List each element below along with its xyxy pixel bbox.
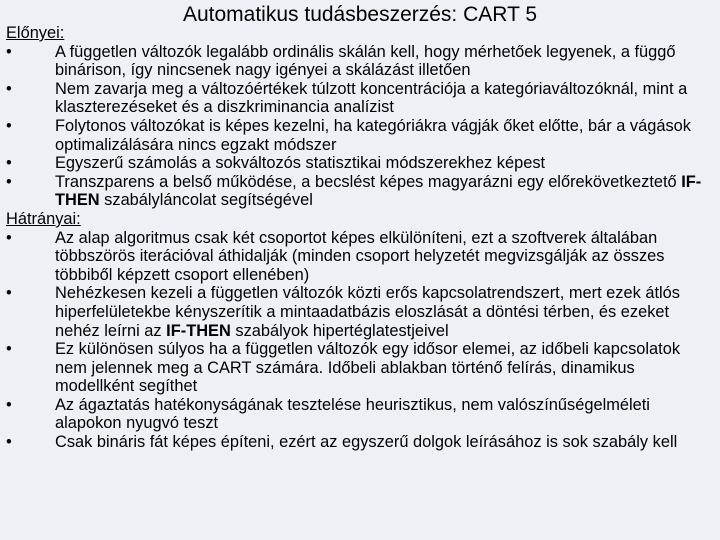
list-item [6,117,714,154]
cons-heading: Hátrányai: [6,209,81,228]
bullet-icon: • [6,116,12,135]
list-item [6,396,714,433]
bullet-icon: • [6,154,12,173]
bullet-icon: • [6,395,12,414]
item-text-tail: szabályláncolat segítségével [99,191,313,210]
item-text: Az alap algoritmus csak két csoportot képes elkülöníteni, ezt a szoftverek általában többszörös iterációval áthidalják (minden csoport helyzetét megvizsgálják az összes többiből képzett csoport ellenében) [55,228,665,284]
item-text: Csak bináris fát képes építeni, ezért az egyszerű dolgok leírásához is sok szabály kell [55,433,678,452]
item-text: Nem zavarja meg a változóértékek túlzott koncentrációja a kategóriaváltozóknál, mint a klaszterezéseket és a diszkriminancia analízist [55,79,688,117]
slide-title: Automatikus tudásbeszerzés: CART 5 [182,3,538,26]
list-item [6,154,714,173]
item-text: Folytonos változókat is képes kezelni, ha kategóriákra vágják őket előtte, bár a vágások optimalizálására nincs egzakt módszer [55,116,691,154]
list-item [6,173,714,210]
bullet-icon: • [6,172,12,191]
list-item [6,80,714,117]
cons-list [6,229,714,452]
bullet-icon: • [6,340,12,359]
list-item [6,229,714,285]
item-text: Transzparens a belső működése, a becslést képes magyarázni egy előrekövetkeztető [55,172,682,191]
bullet-icon: • [6,79,12,98]
item-text: Egyszerű számolás a sokváltozós statisztikai módszerekhez képest [55,154,546,173]
list-item [6,43,714,80]
bullet-icon: • [6,228,12,247]
slide-content [6,24,714,452]
pros-heading: Előnyei: [6,24,65,42]
list-item [6,433,714,452]
list-item [6,284,714,340]
bullet-icon: • [6,284,12,303]
item-keyword: IF-THEN [166,321,231,340]
pros-list [6,43,714,210]
item-text: Nehézkesen kezeli a független változók közti erős kapcsolatrendszert, mert ezek átlós hiperfelületekbe kényszerítik a mintaadatbázis eloszlását a döntési térben, és ezeket nehéz leírni az [55,284,680,340]
item-keyword: IF-THEN [55,172,702,210]
item-text: Az ágaztatás hatékonyságának tesztelése heurisztikus, nem valószínűségelméleti alapokon nyugvó teszt [55,395,650,433]
item-text: A független változók legalább ordinális skálán kell, hogy mérhetőek legyenek, a függő binárison, így nincsenek nagy igényei a skálázást illetően [55,42,676,80]
bullet-icon: • [6,433,12,452]
item-text: Ez különösen súlyos ha a független változók egy idősor elemei, az időbeli kapcsolatok nem jelennek meg a CART számára. Időbeli ablakban történő felírás, dinamikus modellként segíthet [55,340,681,396]
list-item [6,340,714,396]
item-text-tail: szabályok hipertéglatestjeivel [230,321,449,340]
bullet-icon: • [6,42,12,61]
